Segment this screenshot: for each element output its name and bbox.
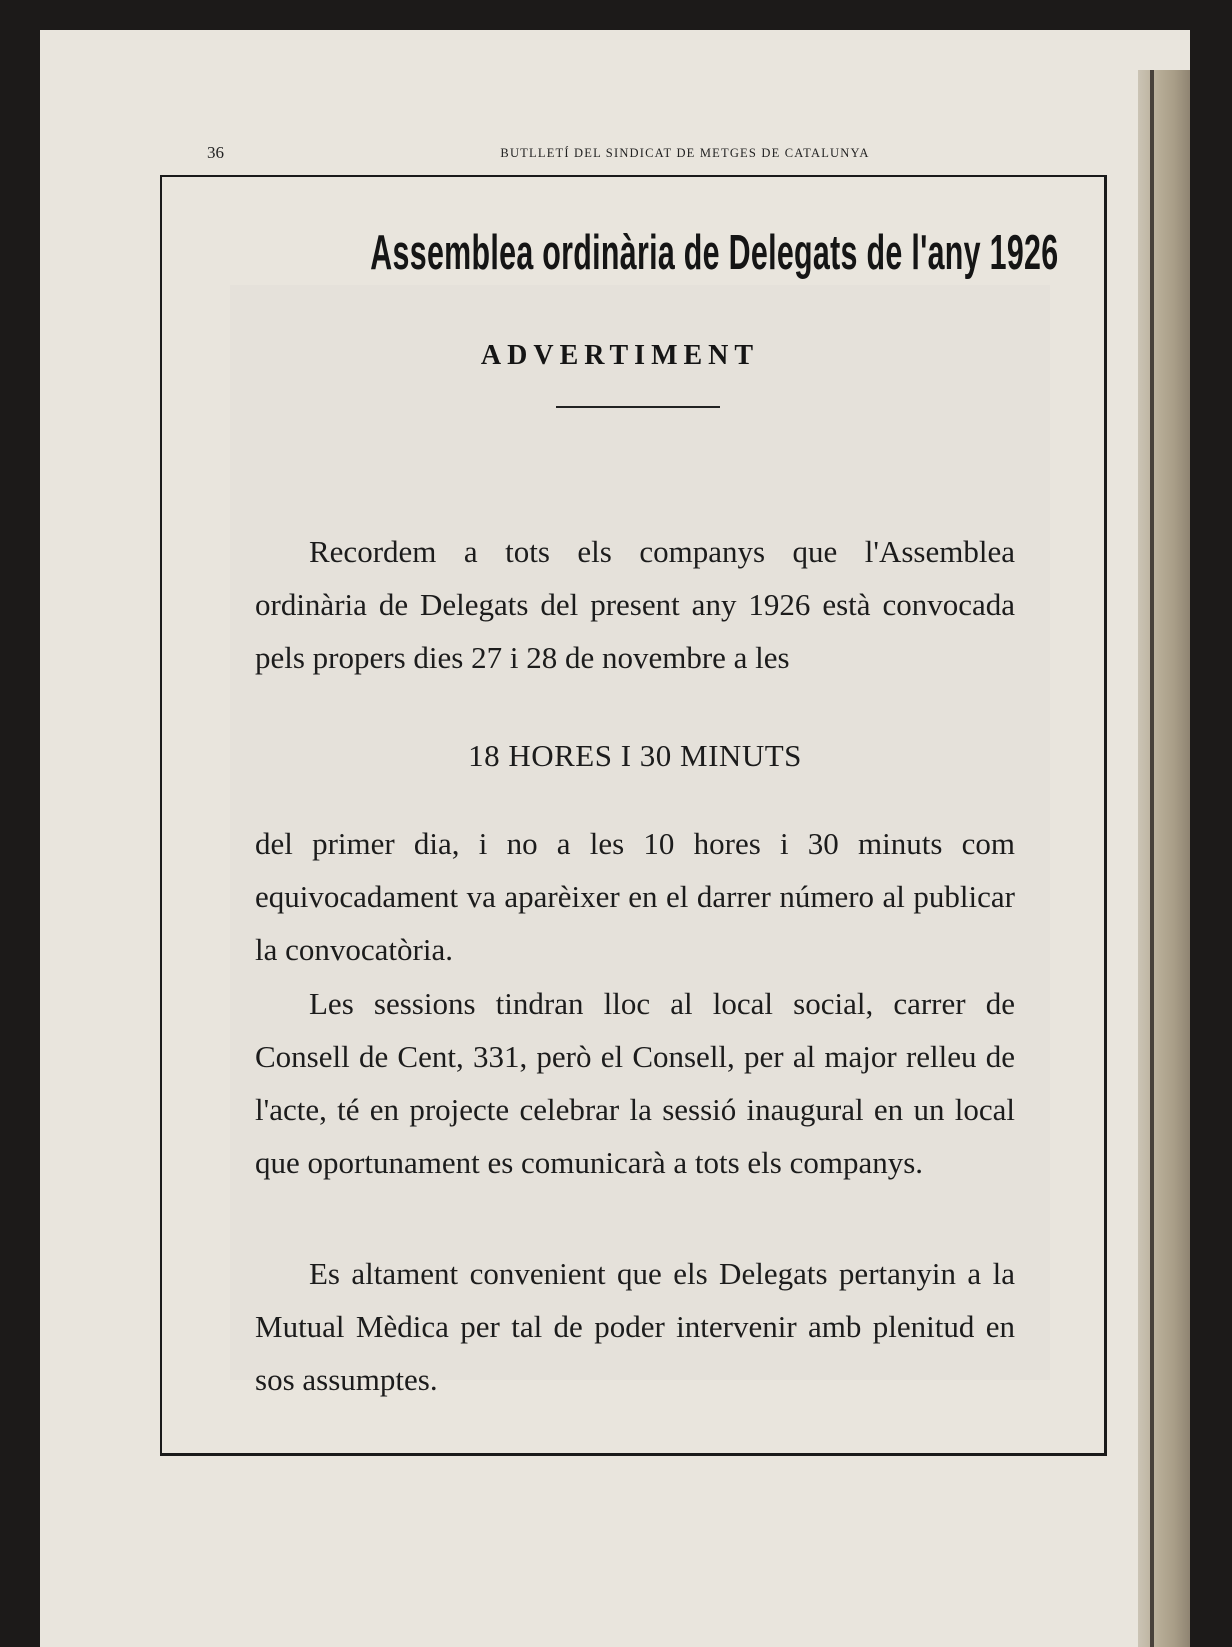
- page-number: 36: [207, 143, 224, 162]
- book-spine: [1138, 70, 1190, 1647]
- spine-shadow-line: [1150, 70, 1154, 1647]
- running-head: BUTLLETÍ DEL SINDICAT DE METGES DE CATALUNYA: [500, 146, 870, 160]
- subtitle-rule: [556, 406, 720, 408]
- hours-line: 18 HORES I 30 MINUTS: [468, 738, 802, 773]
- paragraph-correction: del primer dia, i no a les 10 hores i 30 minuts com equivocadament va aparèixer en el darrer número al publicar la convocatòria.: [255, 826, 1015, 967]
- notice-title: Assemblea ordinària de Delegats de l'any 1926: [370, 226, 1059, 280]
- paragraph-reminder: Recordem a tots els companys que l'Assemblea ordinària de Delegats del present any 1926 està convocada pels propers dies 27 i 28 de novembre a les: [255, 534, 1015, 675]
- notice-subtitle: ADVERTIMENT: [480, 340, 760, 371]
- paragraph-venue: Les sessions tindran lloc al local social, carrer de Consell de Cent, 331, però el Consell, per al major relleu de l'acte, té en projecte celebrar la sessió inaugural en un local que oportunament es comunicarà a tots els companys.: [255, 986, 1015, 1180]
- paragraph-mutual: Es altament convenient que els Delegats pertanyin a la Mutual Mèdica per tal de poder intervenir amb plenitud en sos assumptes.: [255, 1256, 1015, 1397]
